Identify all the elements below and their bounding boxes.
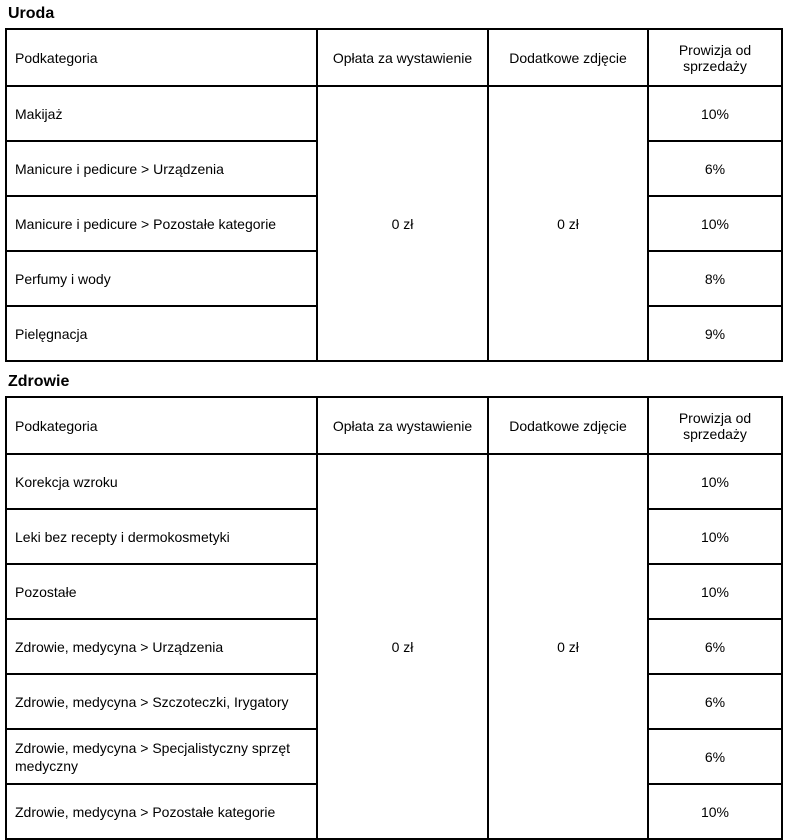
header-extra-photo: Dodatkowe zdjęcie <box>488 29 648 86</box>
subcategory-cell: Zdrowie, medycyna > Pozostałe kategorie <box>6 784 317 839</box>
extra-photo-fee-cell: 0 zł <box>488 454 648 839</box>
fee-table-uroda <box>5 28 783 362</box>
subcategory-cell: Pozostałe <box>6 564 317 619</box>
table-row <box>6 86 782 141</box>
subcategory-cell: Manicure i pedicure > Urządzenia <box>6 141 317 196</box>
listing-fee-cell: 0 zł <box>317 454 488 839</box>
commission-cell: 6% <box>648 619 782 674</box>
extra-photo-fee-cell: 0 zł <box>488 86 648 361</box>
table-header-row <box>6 29 782 86</box>
header-commission: Prowizja od sprzedaży <box>648 397 782 454</box>
header-subcategory: Podkategoria <box>6 29 317 86</box>
fee-table-zdrowie <box>5 396 783 840</box>
commission-cell: 10% <box>648 509 782 564</box>
header-subcategory: Podkategoria <box>6 397 317 454</box>
table-row <box>6 454 782 509</box>
commission-cell: 6% <box>648 141 782 196</box>
header-listing-fee: Opłata za wystawienie <box>317 397 488 454</box>
table-header-row <box>6 397 782 454</box>
commission-cell: 6% <box>648 729 782 784</box>
subcategory-cell: Leki bez recepty i dermokosmetyki <box>6 509 317 564</box>
subcategory-cell: Makijaż <box>6 86 317 141</box>
commission-cell: 10% <box>648 454 782 509</box>
commission-cell: 10% <box>648 86 782 141</box>
section-title-zdrowie: Zdrowie <box>8 373 70 390</box>
subcategory-cell: Zdrowie, medycyna > Urządzenia <box>6 619 317 674</box>
subcategory-cell: Korekcja wzroku <box>6 454 317 509</box>
commission-cell: 6% <box>648 674 782 729</box>
listing-fee-cell: 0 zł <box>317 86 488 361</box>
commission-cell: 9% <box>648 306 782 361</box>
subcategory-cell: Zdrowie, medycyna > Specjalistyczny sprzęt medyczny <box>6 729 317 784</box>
subcategory-cell: Perfumy i wody <box>6 251 317 306</box>
commission-cell: 8% <box>648 251 782 306</box>
header-extra-photo: Dodatkowe zdjęcie <box>488 397 648 454</box>
subcategory-cell: Manicure i pedicure > Pozostałe kategorie <box>6 196 317 251</box>
subcategory-cell: Pielęgnacja <box>6 306 317 361</box>
header-commission: Prowizja od sprzedaży <box>648 29 782 86</box>
header-listing-fee: Opłata za wystawienie <box>317 29 488 86</box>
subcategory-cell: Zdrowie, medycyna > Szczoteczki, Irygatory <box>6 674 317 729</box>
section-title-uroda: Uroda <box>8 5 55 22</box>
commission-cell: 10% <box>648 564 782 619</box>
commission-cell: 10% <box>648 196 782 251</box>
commission-cell: 10% <box>648 784 782 839</box>
